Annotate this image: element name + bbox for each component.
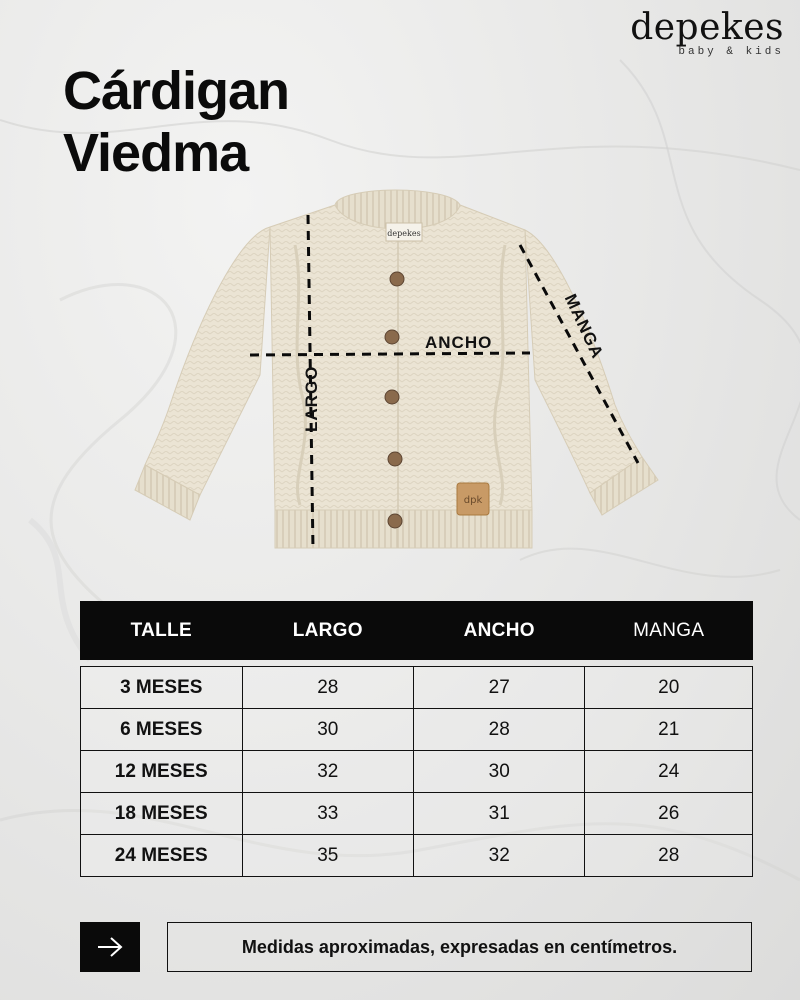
table-header-row [81,602,753,660]
ancho-cell: 28 [413,709,584,751]
manga-cell: 24 [585,751,753,793]
manga-cell: 26 [585,793,753,835]
largo-measure-label: LARGO [302,365,321,432]
ancho-cell: 31 [413,793,584,835]
neck-label-text: depekes [387,229,421,238]
manga-cell: 28 [585,835,753,877]
largo-cell: 30 [242,709,413,751]
patch-text: dpk [463,495,483,506]
cardigan-image [130,175,670,570]
table-row [81,709,753,751]
header-largo: LARGO [242,602,413,660]
brand-logo [630,7,784,58]
largo-cell: 28 [242,667,413,709]
brand-subtitle: baby & kids [678,46,784,58]
table-row [81,667,753,709]
brand-name: depekes [630,7,784,48]
ancho-cell: 32 [413,835,584,877]
table-row [81,751,753,793]
title-line-1: Cárdigan [63,61,290,121]
next-arrow-button[interactable] [80,922,140,972]
size-cell: 24 MESES [81,835,243,877]
measurement-note-box [167,922,752,972]
arrow-right-icon [95,935,125,959]
size-chart-table [80,601,753,877]
measurement-note: Medidas aproximadas, expresadas en centímetros. [241,936,678,957]
largo-cell: 35 [242,835,413,877]
size-cell: 12 MESES [81,751,243,793]
header-ancho: ANCHO [413,602,584,660]
largo-cell: 32 [242,751,413,793]
largo-cell: 33 [242,793,413,835]
ancho-cell: 27 [413,667,584,709]
header-manga: MANGA [585,602,753,660]
size-cell: 6 MESES [81,709,243,751]
header-spacer [81,660,753,667]
ancho-cell: 30 [413,751,584,793]
manga-cell: 21 [585,709,753,751]
size-cell: 18 MESES [81,793,243,835]
title-line-2: Viedma [63,123,249,183]
manga-measure-label: MANGA [560,291,608,362]
size-cell: 3 MESES [81,667,243,709]
ancho-measure-label: ANCHO [425,333,493,352]
header-talle: TALLE [81,602,243,660]
table-row [81,835,753,877]
page-title [63,60,289,184]
table-row [81,793,753,835]
manga-cell: 20 [585,667,753,709]
